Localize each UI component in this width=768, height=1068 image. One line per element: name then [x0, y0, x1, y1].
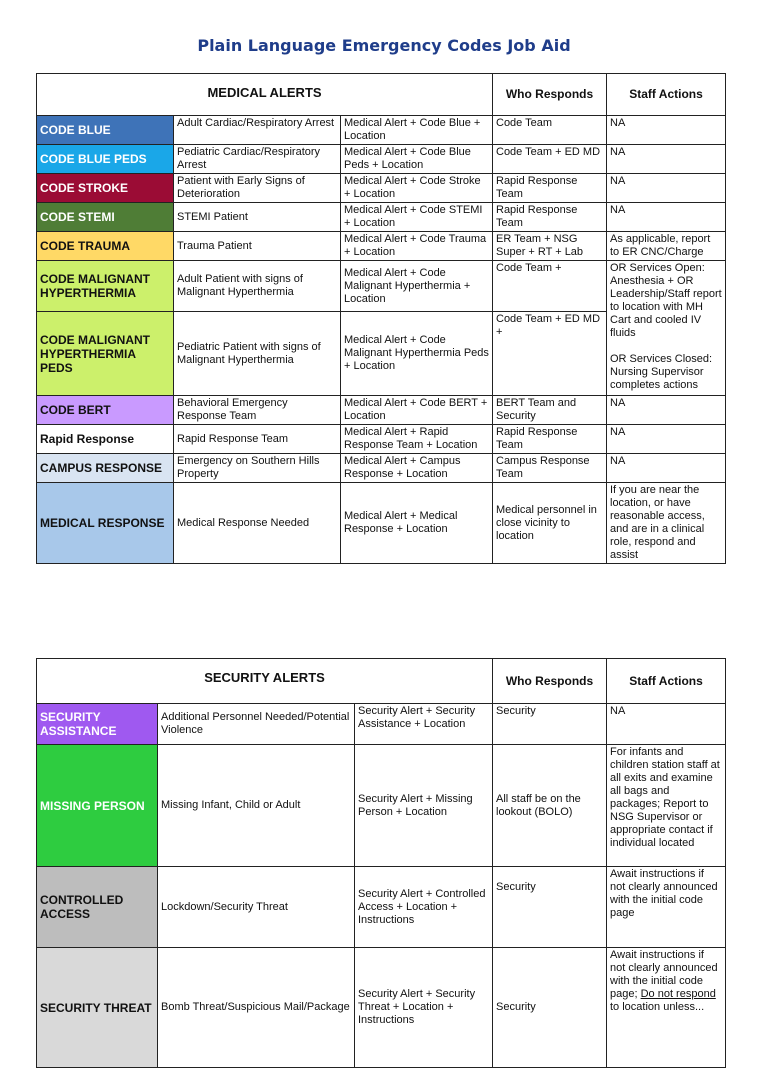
table-row: [37, 174, 726, 203]
staff-action: NA: [607, 145, 726, 174]
code-page-format: Medical Alert + Code Blue + Location: [341, 116, 493, 145]
staff-action: For infants and children station staff at all exits and examine all bags and packages; Report to NSG Supervisor or appropriate contact if individual located: [607, 745, 726, 867]
staff-action: [607, 261, 726, 396]
code-malignant-hyperthermia-label: CODE MALIGNANT HYPERTHERMIA: [37, 261, 174, 312]
code-page-format: Security Alert + Security Threat + Location + Instructions: [355, 948, 493, 1068]
who-responds: Security: [493, 704, 607, 745]
table-row: [37, 704, 726, 745]
staff-action: NA: [607, 396, 726, 425]
who-responds: Medical personnel in close vicinity to location: [493, 483, 607, 564]
code-description: Pediatric Patient with signs of Malignant Hyperthermia: [174, 312, 341, 396]
code-description: STEMI Patient: [174, 203, 341, 232]
code-malignant-hyperthermia-peds-label: CODE MALIGNANT HYPERTHERMIA PEDS: [37, 312, 174, 396]
staff-action: NA: [607, 174, 726, 203]
do-not-respond-text: Do not respond: [640, 988, 716, 1000]
table-row: [37, 145, 726, 174]
who-responds-header: Who Responds: [493, 74, 607, 116]
who-responds: ER Team + NSG Super + RT + Lab: [493, 232, 607, 261]
code-description: Trauma Patient: [174, 232, 341, 261]
who-responds: Campus Response Team: [493, 454, 607, 483]
controlled-access-label: CONTROLLED ACCESS: [37, 867, 158, 948]
who-responds: Code Team +: [493, 261, 607, 312]
table-row: [37, 396, 726, 425]
code-blue-label: CODE BLUE: [37, 116, 174, 145]
code-description: Pediatric Cardiac/Respiratory Arrest: [174, 145, 341, 174]
code-page-format: Security Alert + Missing Person + Location: [355, 745, 493, 867]
medical-section-title: MEDICAL ALERTS: [37, 74, 493, 116]
code-description: Patient with Early Signs of Deterioration: [174, 174, 341, 203]
who-responds: Rapid Response Team: [493, 425, 607, 454]
code-page-format: Medical Alert + Code Malignant Hyperthermia + Location: [341, 261, 493, 312]
staff-action: Await instructions if not clearly announced with the initial code page: [607, 867, 726, 948]
security-threat-label: SECURITY THREAT: [37, 948, 158, 1068]
who-responds-header: Who Responds: [493, 659, 607, 704]
staff-actions-header: Staff Actions: [607, 659, 726, 704]
table-row: [37, 116, 726, 145]
who-responds: Rapid Response Team: [493, 174, 607, 203]
table-row: [37, 948, 726, 1068]
table-row: [37, 261, 726, 312]
staff-action: NA: [607, 116, 726, 145]
who-responds: BERT Team and Security: [493, 396, 607, 425]
or-closed-action: OR Services Closed: Nursing Supervisor completes actions: [610, 353, 713, 391]
staff-action: NA: [607, 425, 726, 454]
code-description: Rapid Response Team: [174, 425, 341, 454]
code-description: Adult Cardiac/Respiratory Arrest: [174, 116, 341, 145]
who-responds: Code Team + ED MD +: [493, 312, 607, 396]
table-row: [37, 745, 726, 867]
who-responds: Security: [493, 948, 607, 1068]
code-blue-peds-label: CODE BLUE PEDS: [37, 145, 174, 174]
or-open-action: OR Services Open: Anesthesia + OR Leadership/Staff report to location with MH Cart and cooled IV fluids: [610, 262, 722, 339]
who-responds: Rapid Response Team: [493, 203, 607, 232]
table-row: [37, 454, 726, 483]
code-page-format: Medical Alert + Medical Response + Location: [341, 483, 493, 564]
code-description: Medical Response Needed: [174, 483, 341, 564]
security-assistance-label: SECURITY ASSISTANCE: [37, 704, 158, 745]
staff-action: If you are near the location, or have reasonable access, and are in a clinical role, respond and assist: [607, 483, 726, 564]
code-page-format: Medical Alert + Code STEMI + Location: [341, 203, 493, 232]
staff-action: NA: [607, 203, 726, 232]
action-text-tail: to location unless...: [610, 1001, 705, 1013]
security-alerts-table: [36, 658, 726, 1068]
code-bert-label: CODE BERT: [37, 396, 174, 425]
code-page-format: Medical Alert + Code Stroke + Location: [341, 174, 493, 203]
action-text: Await instructions if not clearly announced with the initial code page;: [610, 949, 718, 1000]
code-page-format: Medical Alert + Rapid Response Team + Location: [341, 425, 493, 454]
staff-action: [607, 948, 726, 1068]
staff-action: As applicable, report to ER CNC/Charge: [607, 232, 726, 261]
code-page-format: Medical Alert + Campus Response + Location: [341, 454, 493, 483]
code-page-format: Security Alert + Security Assistance + Location: [355, 704, 493, 745]
medical-response-label: MEDICAL RESPONSE: [37, 483, 174, 564]
who-responds: Security: [493, 867, 607, 948]
page-title: Plain Language Emergency Codes Job Aid: [197, 36, 571, 55]
table-row: [37, 483, 726, 564]
code-page-format: Medical Alert + Code Trauma + Location: [341, 232, 493, 261]
code-page-format: Medical Alert + Code Blue Peds + Location: [341, 145, 493, 174]
table-row: [37, 232, 726, 261]
code-description: Emergency on Southern Hills Property: [174, 454, 341, 483]
security-header-row: [37, 659, 726, 704]
table-row: [37, 867, 726, 948]
code-description: Adult Patient with signs of Malignant Hyperthermia: [174, 261, 341, 312]
code-page-format: Security Alert + Controlled Access + Location + Instructions: [355, 867, 493, 948]
medical-header-row: [37, 74, 726, 116]
code-stemi-label: CODE STEMI: [37, 203, 174, 232]
code-description: Additional Personnel Needed/Potential Violence: [158, 704, 355, 745]
security-section-title: SECURITY ALERTS: [37, 659, 493, 704]
code-page-format: Medical Alert + Code BERT + Location: [341, 396, 493, 425]
rapid-response-label: Rapid Response: [37, 425, 174, 454]
code-description: Lockdown/Security Threat: [158, 867, 355, 948]
who-responds: Code Team + ED MD: [493, 145, 607, 174]
who-responds: Code Team: [493, 116, 607, 145]
code-description: Missing Infant, Child or Adult: [158, 745, 355, 867]
table-row: [37, 425, 726, 454]
who-responds: All staff be on the lookout (BOLO): [493, 745, 607, 867]
missing-person-label: MISSING PERSON: [37, 745, 158, 867]
table-row: [37, 203, 726, 232]
staff-action: NA: [607, 704, 726, 745]
code-trauma-label: CODE TRAUMA: [37, 232, 174, 261]
code-description: Behavioral Emergency Response Team: [174, 396, 341, 425]
code-description: Bomb Threat/Suspicious Mail/Package: [158, 948, 355, 1068]
code-page-format: Medical Alert + Code Malignant Hyperthermia Peds + Location: [341, 312, 493, 396]
code-stroke-label: CODE STROKE: [37, 174, 174, 203]
staff-actions-header: Staff Actions: [607, 74, 726, 116]
campus-response-label: CAMPUS RESPONSE: [37, 454, 174, 483]
medical-alerts-table: [36, 73, 726, 564]
staff-action: NA: [607, 454, 726, 483]
